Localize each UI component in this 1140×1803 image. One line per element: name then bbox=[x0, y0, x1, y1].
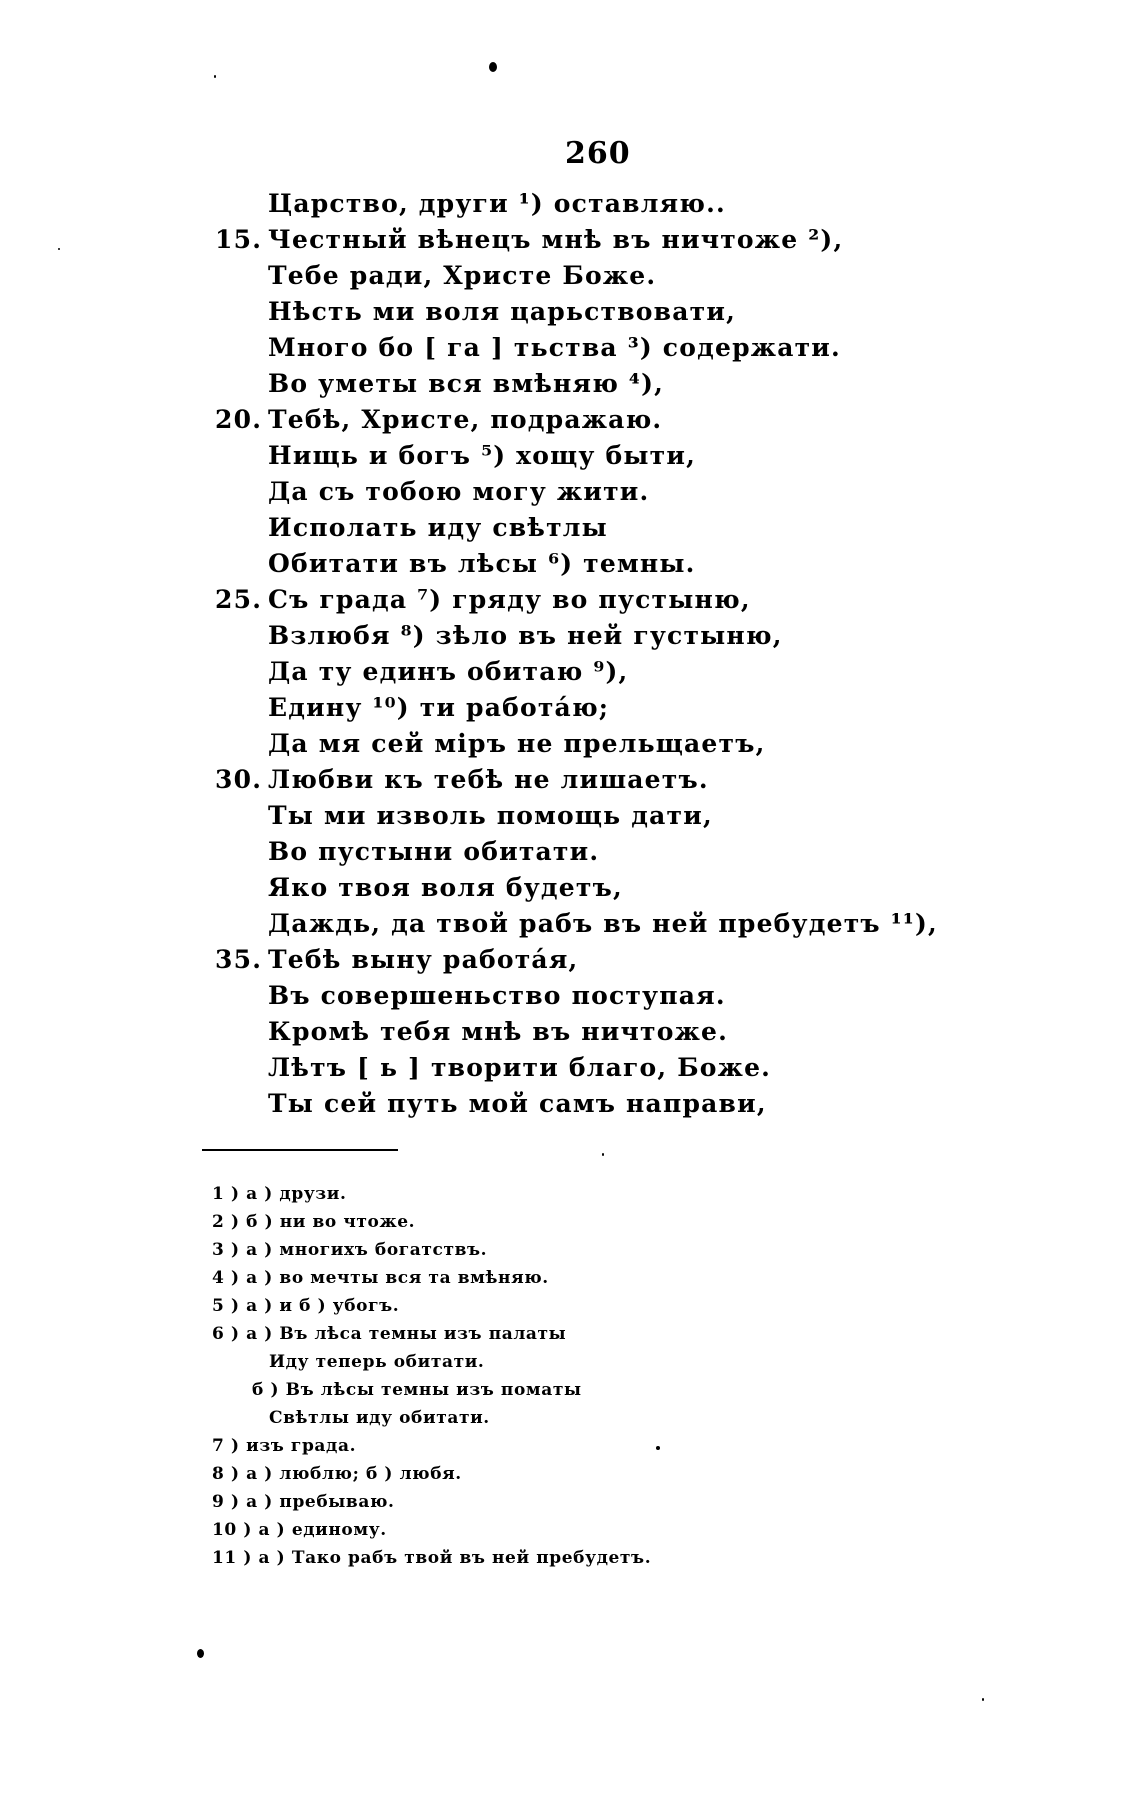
scan-speck bbox=[982, 1698, 984, 1701]
verse-text: Лѣтъ [ ь ] творити благо, Боже. bbox=[268, 1053, 772, 1082]
verse-line bbox=[210, 870, 950, 906]
line-number: 30. bbox=[215, 765, 263, 794]
line-number: 25. bbox=[215, 585, 263, 614]
verse-line bbox=[210, 834, 950, 870]
verse-line bbox=[210, 942, 950, 978]
footnote: 1 ) а ) друзи. bbox=[212, 1184, 347, 1204]
footnote: 9 ) а ) пребываю. bbox=[212, 1492, 395, 1512]
verse-text: Обитати въ лѣсы ⁶) темны. bbox=[268, 549, 696, 578]
verse-text: Исполать иду свѣтлы bbox=[268, 513, 608, 542]
verse-text: Едину ¹⁰) ти работáю; bbox=[268, 693, 610, 722]
verse-line bbox=[210, 546, 950, 582]
verse-text: Съ града ⁷) гряду во пустыню, bbox=[268, 585, 751, 614]
verse-text: Да мя сей міръ не прельщаетъ, bbox=[268, 729, 766, 758]
verse-line bbox=[210, 402, 950, 438]
verse-text: Любви къ тебѣ не лишаетъ. bbox=[268, 765, 709, 794]
verse-line bbox=[210, 726, 950, 762]
verse-text: Тебѣ, Христе, подражаю. bbox=[268, 405, 663, 434]
verse-text: Даждь, да твой рабъ въ ней пребудетъ ¹¹), bbox=[268, 909, 938, 938]
verse-line bbox=[210, 978, 950, 1014]
scan-speck bbox=[58, 248, 60, 250]
footnote: 2 ) б ) ни во чтоже. bbox=[212, 1212, 416, 1232]
verse-text: Ты ми изволь помощь дати, bbox=[268, 801, 713, 830]
footnotes-block bbox=[212, 1180, 732, 1572]
verse-line bbox=[210, 438, 950, 474]
footnote: Иду теперь обитати. bbox=[269, 1352, 485, 1372]
verse-line bbox=[210, 510, 950, 546]
verse-block bbox=[210, 186, 950, 1122]
verse-line bbox=[210, 474, 950, 510]
verse-line bbox=[210, 762, 950, 798]
verse-text: Во пустыни обитати. bbox=[268, 837, 600, 866]
footnote: б ) Въ лѣсы темны изъ поматы bbox=[252, 1380, 582, 1400]
footnote-divider bbox=[202, 1149, 398, 1151]
verse-text: Взлюбя ⁸) зѣло въ ней густыню, bbox=[268, 621, 783, 650]
scan-speck bbox=[602, 1153, 604, 1156]
verse-line bbox=[210, 222, 950, 258]
verse-line bbox=[210, 186, 950, 222]
verse-line bbox=[210, 798, 950, 834]
verse-text: Нѣсть ми воля царьствовати, bbox=[268, 297, 736, 326]
verse-line bbox=[210, 1014, 950, 1050]
scan-speck bbox=[197, 1649, 204, 1658]
scan-speck bbox=[489, 62, 497, 72]
footnote: 7 ) изъ града. bbox=[212, 1436, 357, 1456]
footnote: Свѣтлы иду обитати. bbox=[269, 1408, 490, 1428]
verse-text: Тебе ради, Христе Боже. bbox=[268, 261, 657, 290]
verse-line bbox=[210, 690, 950, 726]
verse-text: Да ту единъ обитаю ⁹), bbox=[268, 657, 629, 686]
footnote: 11 ) а ) Тако рабъ твой въ ней пребудетъ. bbox=[212, 1548, 652, 1568]
footnote: 4 ) а ) во мечты вся та вмѣняю. bbox=[212, 1268, 549, 1288]
verse-text: Да съ тобою могу жити. bbox=[268, 477, 650, 506]
verse-line bbox=[210, 582, 950, 618]
verse-text: Яко твоя воля будетъ, bbox=[268, 873, 623, 902]
verse-text: Во уметы вся вмѣняю ⁴), bbox=[268, 369, 665, 398]
verse-text: Нищь и богъ ⁵) хощу быти, bbox=[268, 441, 696, 470]
verse-text: Царство, други ¹) оставляю.. bbox=[268, 189, 726, 218]
line-number: 35. bbox=[215, 945, 263, 974]
verse-line bbox=[210, 330, 950, 366]
footnote: 5 ) а ) и б ) убогъ. bbox=[212, 1296, 400, 1316]
line-number: 15. bbox=[215, 225, 263, 254]
verse-text: Тебѣ выну работáя, bbox=[268, 945, 579, 974]
verse-line bbox=[210, 906, 950, 942]
verse-line bbox=[210, 294, 950, 330]
footnote: 8 ) а ) люблю; б ) любя. bbox=[212, 1464, 462, 1484]
verse-line bbox=[210, 618, 950, 654]
verse-text: Кромѣ тебя мнѣ въ ничтоже. bbox=[268, 1017, 729, 1046]
verse-text: Въ совершеньство поступая. bbox=[268, 981, 726, 1010]
verse-text: Честный вѣнецъ мнѣ въ ничтоже ²), bbox=[268, 225, 844, 254]
footnote: 3 ) а ) многихъ богатствъ. bbox=[212, 1240, 488, 1260]
verse-line bbox=[210, 654, 950, 690]
verse-text: Много бо [ га ] тьства ³) содержати. bbox=[268, 333, 841, 362]
scan-speck bbox=[214, 75, 216, 78]
verse-text: Ты сей путь мой самъ направи, bbox=[268, 1089, 767, 1118]
line-number: 20. bbox=[215, 405, 263, 434]
verse-line bbox=[210, 1050, 950, 1086]
footnote: 10 ) а ) единому. bbox=[212, 1520, 387, 1540]
verse-line bbox=[210, 366, 950, 402]
page-number: 260 bbox=[565, 136, 631, 171]
verse-line bbox=[210, 258, 950, 294]
footnote: 6 ) а ) Въ лѣса темны изъ палаты bbox=[212, 1324, 567, 1344]
verse-line bbox=[210, 1086, 950, 1122]
